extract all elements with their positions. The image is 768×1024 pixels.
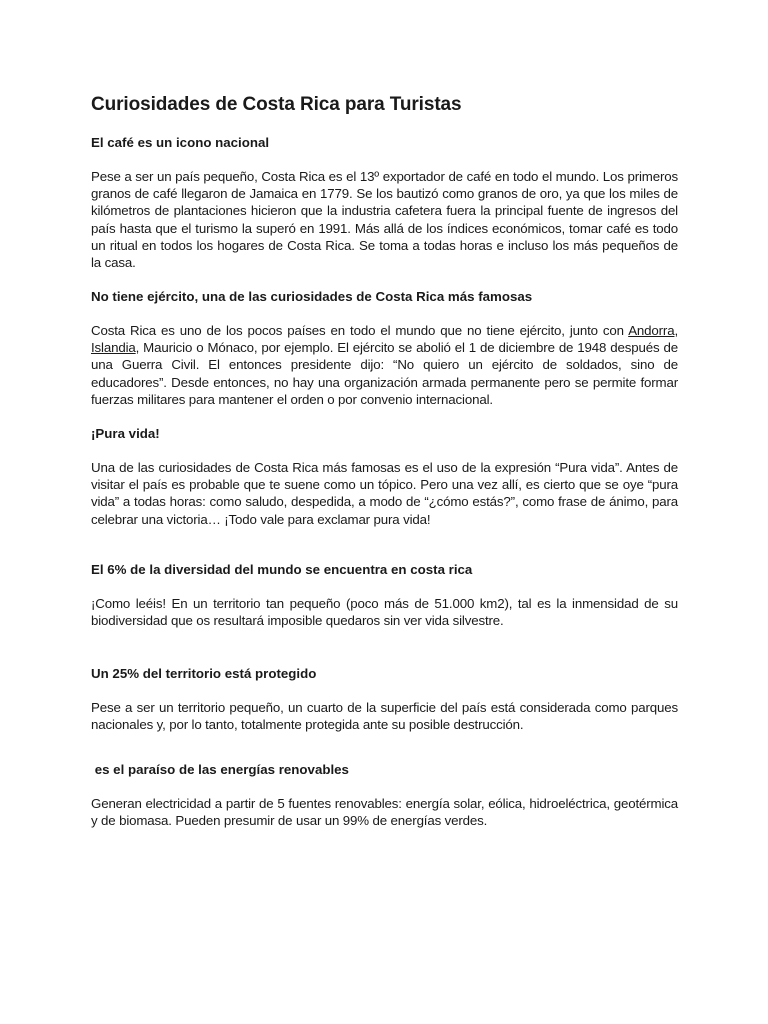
- section-paragraph: Pese a ser un país pequeño, Costa Rica es el 13º exportador de café en todo el mundo. Los primeros granos de café llegaron de Jamaica en 1779. Se los bautizó como granos de oro, ya que los miles de kilómetros de plantaciones hicieron que la industria cafetera fuera la principal fuente de ingresos del país hasta que el turismo la superó en 1991. Más allá de los índices económicos, tomar café es todo un ritual en todos los hogares de Costa Rica. Se toma a todas horas e incluso los más pequeños de la casa.: [91, 169, 678, 271]
- link-andorra[interactable]: Andorra: [628, 323, 675, 338]
- section-ejercito: [91, 288, 678, 408]
- section-paragraph: [91, 322, 678, 408]
- section-pura-vida: [91, 425, 678, 528]
- section-cafe: [91, 134, 678, 271]
- section-heading: El café es un icono nacional: [91, 135, 270, 150]
- paragraph-text: , Mauricio o Mónaco, por ejemplo. El ejército se abolió el 1 de diciembre de 1948 después de una Guerra Civil. El entonces presidente dijo: “No quiero un ejército de soldados, sino de educadores”. Desde entonces, no hay una organización armada permanente pero se permite formar fuerzas militares para mantener el orden o por convenio internacional.: [91, 340, 678, 407]
- section-territorio: [91, 665, 678, 733]
- section-paragraph: Una de las curiosidades de Costa Rica más famosas es el uso de la expresión “Pura vida”. Antes de visitar el país es probable que te suene como un tópico. Pero una vez allí, es cierto que se oye “pura vida” a todas horas: como saludo, despedida, a modo de “¿cómo estás?”, como frase de ánimo, para celebrar una victoria… ¡Todo vale para exclamar pura vida!: [91, 460, 678, 527]
- link-islandia[interactable]: Islandia: [91, 340, 136, 356]
- section-paragraph: ¡Como leéis! En un territorio tan pequeño (poco más de 51.000 km2), tal es la inmensidad de su biodiversidad que os resultará imposible quedaros sin ver vida silvestre.: [91, 596, 678, 629]
- section-heading: ¡Pura vida!: [91, 426, 160, 441]
- section-heading: Un 25% del territorio está protegido: [91, 666, 317, 681]
- section-heading: es el paraíso de las energías renovables: [91, 762, 349, 777]
- section-paragraph: Pese a ser un territorio pequeño, un cuarto de la superficie del país está considerada como parques nacionales y, por lo tanto, totalmente protegida ante su posible destrucción.: [91, 700, 678, 733]
- page-title: Curiosidades de Costa Rica para Turistas: [91, 94, 462, 115]
- section-paragraph: Generan electricidad a partir de 5 fuentes renovables: energía solar, eólica, hidroeléctrica, geotérmica y de biomasa. Pueden presumir de usar un 99% de energías verdes.: [91, 796, 678, 829]
- document-page: [91, 92, 678, 829]
- section-heading: El 6% de la diversidad del mundo se encuentra en costa rica: [91, 562, 473, 577]
- section-energias: [91, 761, 678, 829]
- paragraph-separator: ,: [674, 323, 678, 338]
- section-heading: No tiene ejército, una de las curiosidades de Costa Rica más famosas: [91, 289, 533, 304]
- paragraph-text: Costa Rica es uno de los pocos países en todo el mundo que no tiene ejército, junto con: [91, 323, 629, 338]
- section-diversidad: [91, 561, 678, 629]
